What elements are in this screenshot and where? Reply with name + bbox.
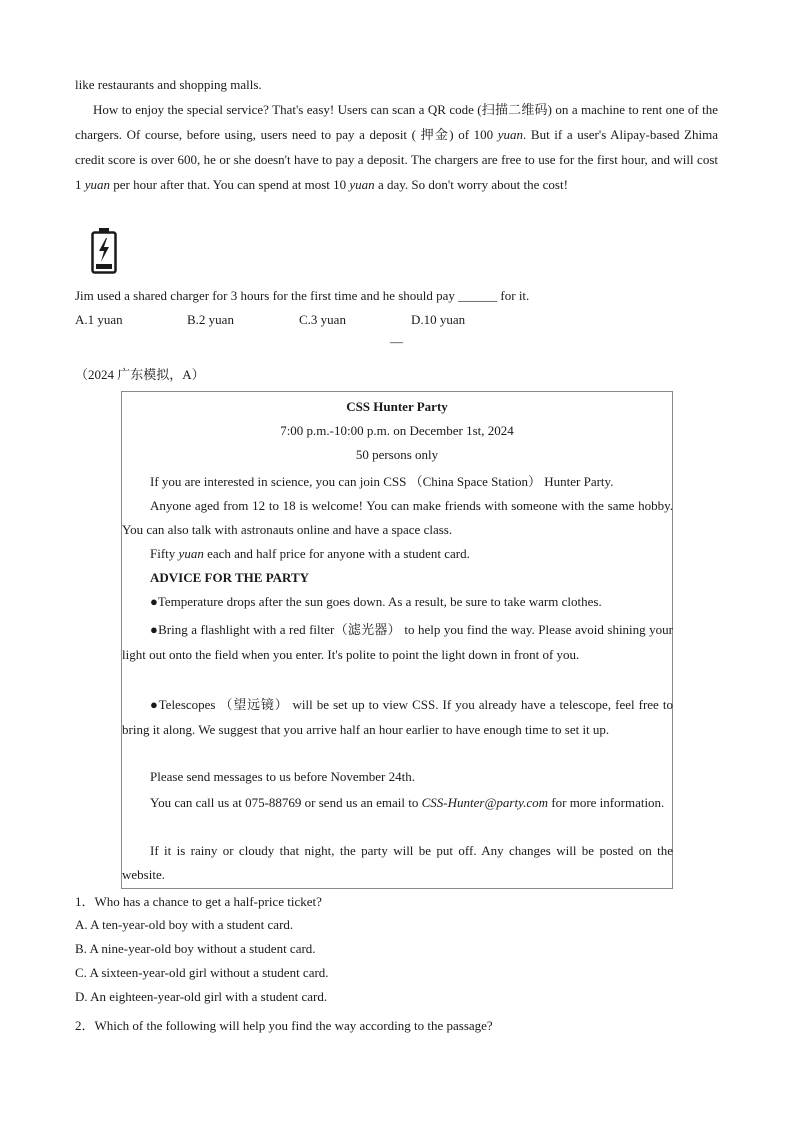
separator-dash: — [390,334,403,349]
contact-text: You can call us at 075-88769 or send us an email to [150,795,422,810]
contact-email[interactable]: CSS-Hunter@party.com [421,795,549,810]
price-text: each and half price for anyone with a student card. [203,546,470,561]
question-1-option-c[interactable]: C. A sixteen-year-old girl without a student card. [75,965,329,980]
notice-weather: If it is rainy or cloudy that night, the party will be put off. Any changes will be posted on the website. [122,843,673,882]
price-text: Fifty [150,546,179,561]
option-a[interactable]: A.1 yuan [75,312,123,327]
question-stem: Jim used a shared charger for 3 hours for the first time and he should pay ______ for it. [75,288,530,303]
option-b[interactable]: B.2 yuan [187,312,234,327]
advice-item-2: ●Bring a flashlight with a red filter（滤光器） to help you find the way. Please avoid shining your light out onto the field when you enter. It's polite to point the light down in front of you. [122,622,673,662]
yuan-italic: yuan [497,127,524,142]
notice-box [121,391,673,889]
notice-price [150,546,470,562]
question-1-option-a[interactable]: A. A ten-year-old boy with a student card. [75,917,294,932]
passage-text: How to enjoy the special service? That's easy! Users can scan a QR code (扫描二维码) on a machine to rent one of the chargers. Of course, before using, users need to pay a deposit ( 押金) of 100 [75,102,718,142]
passage-line-1: like restaurants and shopping malls. [75,77,262,92]
battery-charging-icon [90,227,118,275]
advice-item-1: ●Temperature drops after the sun goes down. As a result, be sure to take warm clothes. [150,594,602,609]
notice-time: 7:00 p.m.-10:00 p.m. on December 1st, 2024 [280,423,514,438]
passage-paragraph [75,97,718,197]
option-c[interactable]: C.3 yuan [299,312,346,327]
advice-item-3: ●Telescopes （望远镜） will be set up to view CSS. If you already have a telescope, feel free to bring it along. We suggest that you arrive half an hour earlier to have enough time to set it up. [122,697,673,737]
notice-intro: If you are interested in science, you can join CSS （China Space Station） Hunter Party. [150,474,614,489]
notice-age: Anyone aged from 12 to 18 is welcome! You can make friends with someone with the same hobby. You can also talk with astronauts online and have a space class. [122,498,673,537]
yuan-italic: yuan [349,177,375,192]
question-2-stem: 2．Which of the following will help you find the way according to the passage? [75,1018,493,1033]
passage-text: per hour after that. You can spend at most 10 [110,177,350,192]
notice-capacity: 50 persons only [355,447,439,462]
question-1-option-d[interactable]: D. An eighteen-year-old girl with a student card. [75,989,328,1004]
notice-messages: Please send messages to us before November 24th. [150,769,415,784]
yuan-italic: yuan [178,546,204,561]
notice-contact [122,791,673,815]
notice-title: CSS Hunter Party [346,399,448,414]
source-label: （2024 广东模拟，A） [75,367,205,382]
question-1-stem: 1．Who has a chance to get a half-price ticket? [75,894,322,909]
option-d[interactable]: D.10 yuan [411,312,466,327]
advice-heading: ADVICE FOR THE PARTY [150,570,310,585]
yuan-italic: yuan [84,177,111,192]
question-1-option-b[interactable]: B. A nine-year-old boy without a student card. [75,941,316,956]
contact-text: for more information. [548,795,665,810]
passage-text: . But if a user's Alipay-based Zhima credit score is over 600, he or she doesn't have to pay a deposit. The chargers are free to use for the first hour, and will cost 1 [75,127,718,192]
passage-text: a day. So don't worry about the cost! [374,177,568,192]
